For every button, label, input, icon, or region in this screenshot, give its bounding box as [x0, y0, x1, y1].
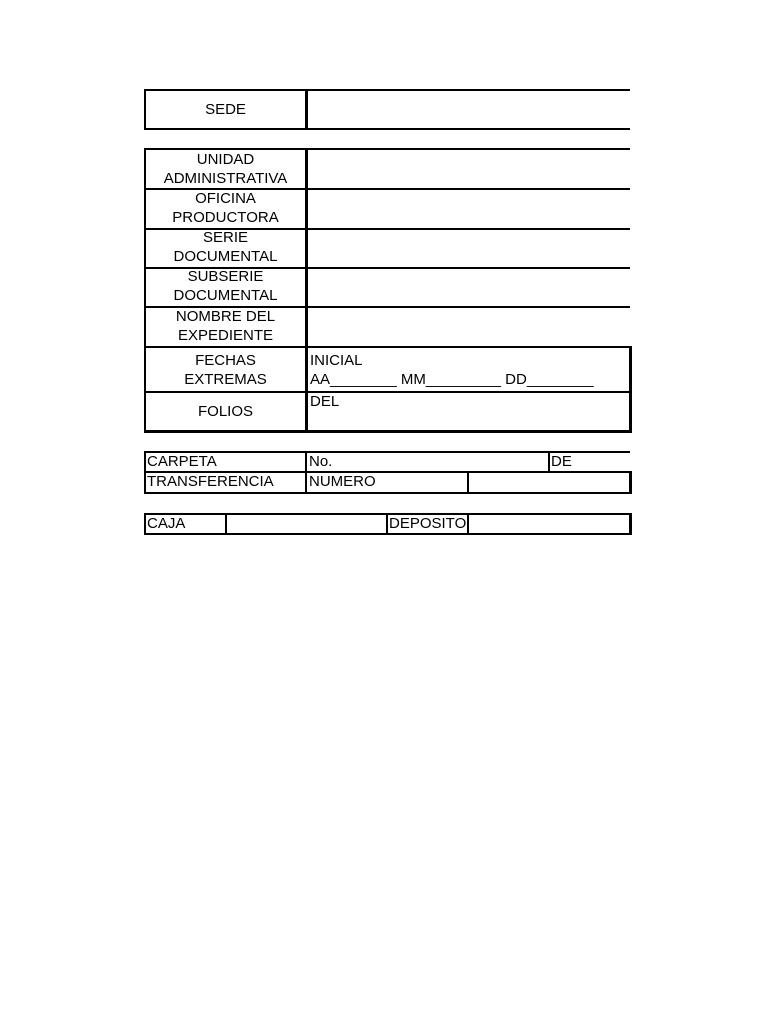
- transferencia-numero-label: NUMERO: [309, 473, 376, 490]
- deposito-label: DEPOSITO: [389, 515, 467, 532]
- carpeta-label: CARPETA: [147, 453, 217, 470]
- sede-label: SEDE: [205, 101, 246, 118]
- carpeta-de-label[interactable]: DE: [551, 453, 572, 470]
- caja-label: CAJA: [147, 515, 186, 532]
- sede-field[interactable]: [310, 99, 628, 118]
- folios-label: FOLIOS: [197, 403, 253, 420]
- carpeta-no-label[interactable]: No.: [309, 453, 333, 470]
- fechas-extremas-label: FECHAS EXTREMAS: [184, 352, 267, 388]
- unidad-administrativa-label: UNIDAD ADMINISTRATIVA: [163, 151, 288, 187]
- nombre-del-expediente-label: NOMBRE DEL EXPEDIENTE: [175, 307, 276, 344]
- subserie-documental-label: SUBSERIE DOCUMENTAL: [173, 268, 278, 304]
- transferencia-label: TRANSFERENCIA: [147, 473, 274, 490]
- serie-documental-label: SERIE DOCUMENTAL: [173, 229, 278, 265]
- oficina-productora-label: OFICINA PRODUCTORA: [172, 190, 279, 226]
- folios-del-label[interactable]: DEL: [310, 393, 340, 410]
- fechas-inicial-label: INICIAL: [310, 352, 363, 369]
- fechas-date-field[interactable]: AA________ MM_________ DD________: [310, 371, 594, 388]
